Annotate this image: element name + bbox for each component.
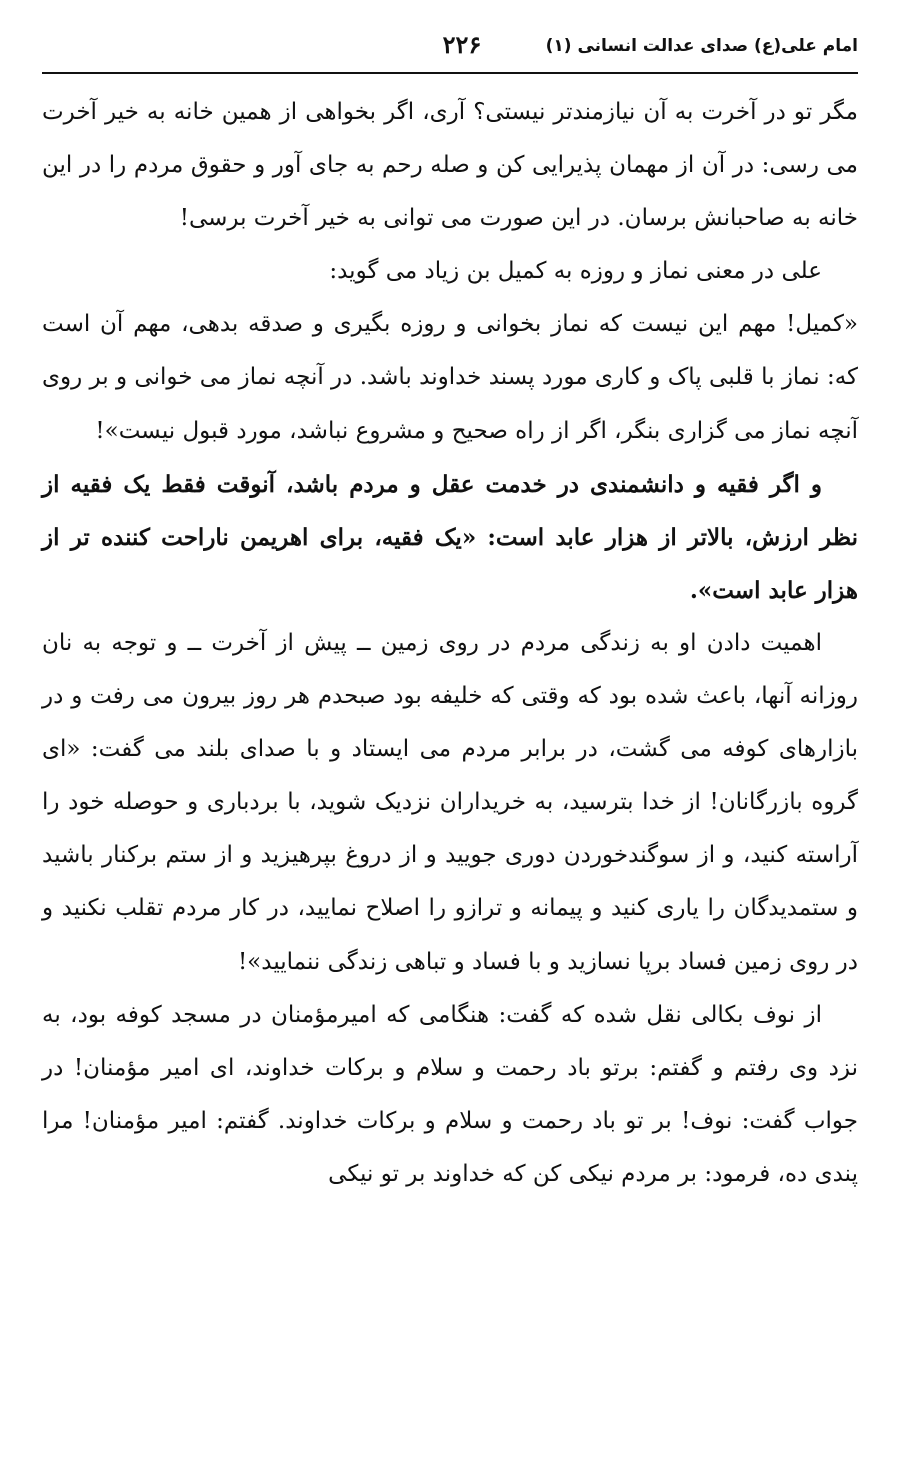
- paragraph-faqih: و اگر فقیه و دانشمندی در خدمت عقل و مردم باشد، آنوقت فقط یک فقیه از نظر ارزش، بالاتر از هزار عابد است: «یک فقیه، برای اهریمن ناراحت کننده تر از هزار عابد است».: [42, 470, 858, 604]
- paragraph-continuation: مگر تو در آخرت به آن نیازمندتر نیستی؟ آری، اگر بخواهی از همین خانه به خیر آخرت می رسی: در آن از مهمان پذیرایی کن و صله رحم به جای آور و حقوق مردم را در این خانه به صاحبانش برسان. در این صورت می توانی به خیر آخرت برسی!: [42, 99, 858, 232]
- book-title: امام علی(ع) صدای عدالت انسانی (۱): [545, 36, 858, 56]
- body-text: [42, 86, 858, 1201]
- paragraph-market: اهمیت دادن او به زندگی مردم در روی زمین ــ پیش از آخرت ــ و توجه به نان روزانه آنها، باعث شده بود که وقتی که خلیفه بود صبحدم هر روز بیرون می رفت و در بازارهای کوفه می گشت، در برابر مردم می ایستاد و با صدای بلند می گفت: «ای گروه بازرگانان! از خدا بترسید، به خریداران نزدیک شوید، با بردباری و حوصله خود را آراسته کنید، و از سوگندخوردن دوری جویید و از دروغ بپرهیزید و از ستم برکنار باشید و ستمدیدگان را یاری کنید و پیمانه و ترازو را اصلاح نمایید، در کار مردم تقلب نکنید و در روی زمین فساد برپا نسازید و با فساد و تباهی زندگی ننمایید»!: [42, 629, 858, 975]
- page-number: ۲۲۶: [442, 30, 482, 59]
- page-header: [42, 30, 858, 70]
- paragraph-kumayl-quote: «کمیل! مهم این نیست که نماز بخوانی و روزه بگیری و صدقه بدهی، مهم آن است که: نماز با قلبی پاک و کاری مورد پسند خداوند باشد. در آنچه نماز می خوانی و بر روی آنچه نماز می گزاری بنگر، اگر از راه صحیح و مشروع نباشد، مورد قبول نیست»!: [42, 311, 858, 444]
- paragraph-nawf: از نوف بکالی نقل شده که گفت: هنگامی که امیرمؤمنان در مسجد کوفه بود، به نزد وی رفتم و گفتم: برتو باد رحمت و سلام و برکات خداوند، ای امیر مؤمنان! در جواب گفت: نوف! بر تو باد رحمت و سلام و برکات خداوند. گفتم: امیر مؤمنان! مرا پندی ده، فرمود: بر مردم نیکی کن که خداوند بر تو نیکی: [42, 1001, 858, 1187]
- paragraph-kumayl-intro: علی در معنی نماز و روزه به کمیل بن زیاد می گوید:: [329, 258, 822, 285]
- header-divider: [42, 72, 858, 74]
- book-page: [42, 0, 858, 1479]
